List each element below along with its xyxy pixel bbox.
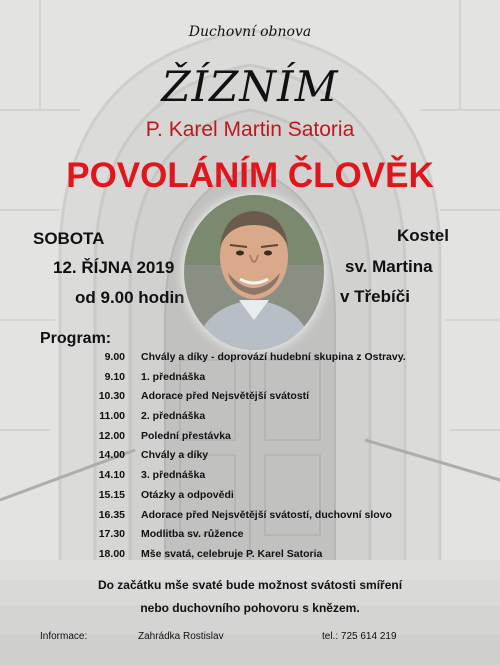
schedule-row <box>0 430 500 450</box>
schedule-row <box>0 449 500 469</box>
schedule-time: 14.10 <box>98 469 125 482</box>
schedule-time: 15.15 <box>98 488 125 501</box>
schedule-event: Chvály a díky <box>141 449 209 462</box>
footer-info-label: Informace: <box>40 631 88 642</box>
event-start-time: od 9.00 hodin <box>75 288 185 307</box>
schedule-row <box>0 390 500 410</box>
schedule-time: 18.00 <box>98 547 125 560</box>
schedule-time: 17.30 <box>98 528 125 541</box>
program-heading: Program: <box>40 330 112 347</box>
venue-line-1: Kostel <box>397 226 449 245</box>
event-day: SOBOTA <box>33 229 105 248</box>
schedule-event: Otázky a odpovědi <box>141 488 234 501</box>
speaker-portrait <box>184 195 324 350</box>
schedule-time: 11.00 <box>99 410 125 423</box>
schedule-time: 10.30 <box>98 390 125 403</box>
confession-notice-line-1: Do začátku mše svaté bude možnost svátosti smíření <box>97 578 403 592</box>
event-date: 12. ŘÍJNA 2019 <box>53 258 175 277</box>
schedule-event: Polední přestávka <box>141 429 231 442</box>
schedule-row <box>0 548 500 568</box>
schedule-row <box>0 371 500 391</box>
schedule-row <box>0 528 500 548</box>
schedule-row <box>0 509 500 529</box>
schedule-event: Adorace před Nejsvětější svátostí <box>141 390 310 403</box>
venue-line-3: v Třebíči <box>340 287 410 306</box>
schedule-event: Mše svatá, celebruje P. Karel Satoria <box>141 547 323 560</box>
schedule-event: 3. přednáška <box>141 469 206 482</box>
schedule-event: 1. přednáška <box>141 370 206 383</box>
event-headline: POVOLÁNÍM ČLOVĚK <box>66 156 434 195</box>
event-kicker: Duchovní obnova <box>188 24 312 40</box>
schedule-row <box>0 469 500 489</box>
schedule-time: 16.35 <box>98 508 125 521</box>
schedule-time: 9.00 <box>104 351 125 363</box>
schedule-row <box>0 489 500 509</box>
event-title: ŽÍZNÍM <box>161 62 339 111</box>
schedule-event: 2. přednáška <box>141 410 206 423</box>
footer-phone: tel.: 725 614 219 <box>322 631 397 642</box>
schedule-time: 12.00 <box>98 429 125 442</box>
schedule-time: 14.00 <box>98 449 125 462</box>
schedule-event: Adorace před Nejsvětější svátostí, duchovní slovo <box>141 508 392 521</box>
confession-notice-line-2: nebo duchovního pohovoru s knězem. <box>140 601 360 615</box>
speaker-name: P. Karel Martin Satoria <box>145 118 355 141</box>
venue-line-2: sv. Martina <box>345 257 433 276</box>
schedule-time: 9.10 <box>104 370 125 383</box>
schedule-row <box>0 410 500 430</box>
schedule-event: Chvály a díky - doprovází hudební skupina z Ostravy. <box>141 351 406 363</box>
schedule-row <box>0 351 500 371</box>
schedule-event: Modlitba sv. růžence <box>141 528 244 541</box>
program-schedule <box>0 351 500 568</box>
footer-contact-name: Zahrádka Rostislav <box>138 631 224 642</box>
